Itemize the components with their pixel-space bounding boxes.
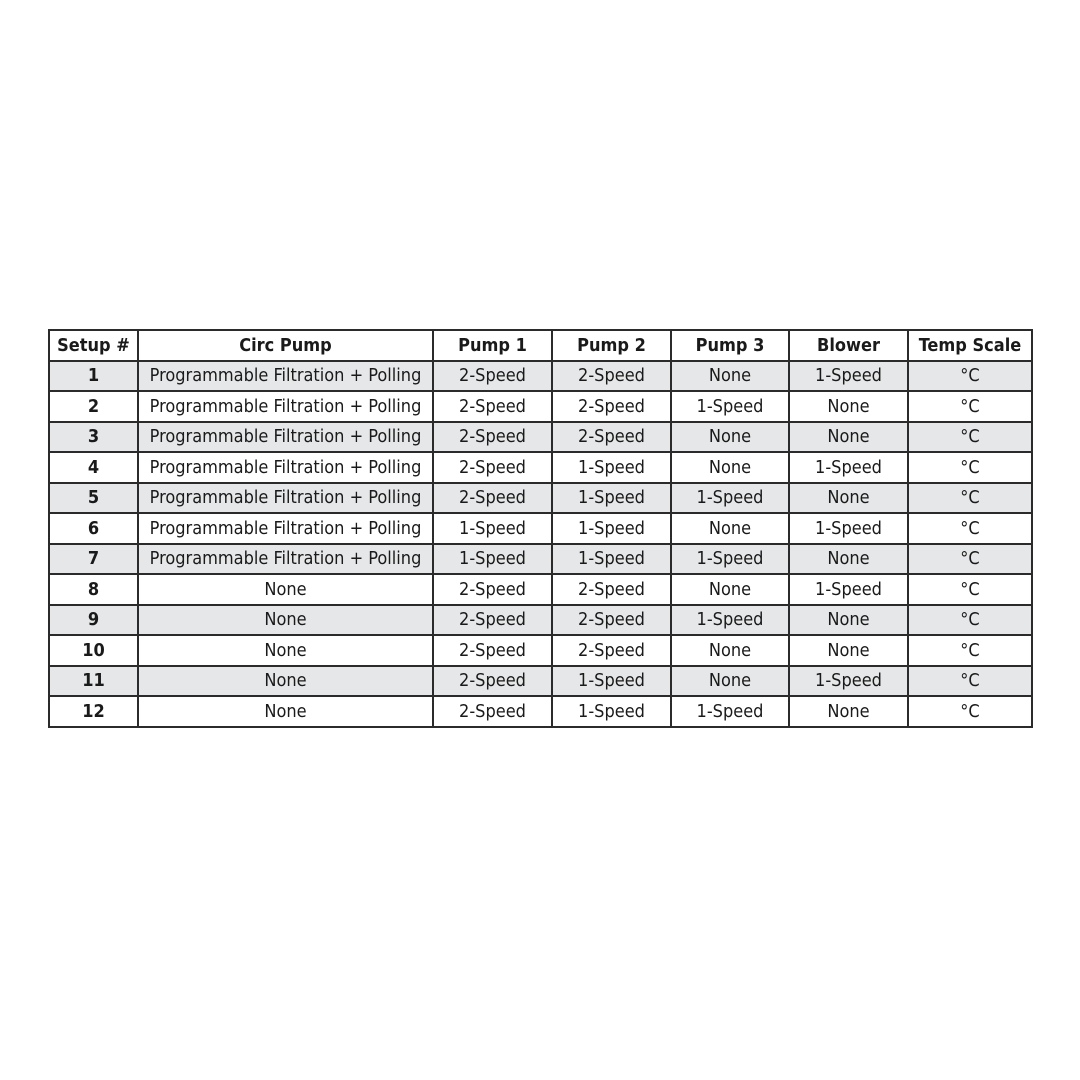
cell-setup-number: 1	[49, 361, 138, 392]
cell-temp-scale: °C	[908, 666, 1032, 697]
table-row	[49, 452, 1032, 483]
cell-pump-2: 2-Speed	[552, 635, 671, 666]
table-header	[49, 330, 1032, 361]
cell-pump-3: 1-Speed	[671, 483, 789, 514]
cell-pump-1: 2-Speed	[433, 605, 552, 636]
table-row	[49, 544, 1032, 575]
cell-setup-number: 2	[49, 391, 138, 422]
cell-blower: None	[789, 635, 908, 666]
cell-setup-number: 4	[49, 452, 138, 483]
cell-pump-2: 2-Speed	[552, 422, 671, 453]
cell-circ-pump: Programmable Filtration + Polling	[138, 452, 433, 483]
cell-pump-2: 2-Speed	[552, 605, 671, 636]
column-header-temp-scale: Temp Scale	[908, 330, 1032, 361]
cell-pump-1: 2-Speed	[433, 391, 552, 422]
cell-pump-1: 2-Speed	[433, 422, 552, 453]
cell-pump-2: 1-Speed	[552, 483, 671, 514]
table-row	[49, 635, 1032, 666]
table-row	[49, 696, 1032, 727]
cell-temp-scale: °C	[908, 361, 1032, 392]
cell-temp-scale: °C	[908, 635, 1032, 666]
cell-circ-pump: Programmable Filtration + Polling	[138, 544, 433, 575]
cell-temp-scale: °C	[908, 452, 1032, 483]
cell-setup-number: 5	[49, 483, 138, 514]
cell-pump-2: 2-Speed	[552, 361, 671, 392]
cell-circ-pump: Programmable Filtration + Polling	[138, 361, 433, 392]
cell-temp-scale: °C	[908, 696, 1032, 727]
header-row	[49, 330, 1032, 361]
cell-blower: None	[789, 391, 908, 422]
cell-blower: 1-Speed	[789, 452, 908, 483]
cell-pump-3: None	[671, 635, 789, 666]
cell-setup-number: 7	[49, 544, 138, 575]
column-header-pump-3: Pump 3	[671, 330, 789, 361]
table-row	[49, 666, 1032, 697]
cell-pump-2: 1-Speed	[552, 544, 671, 575]
cell-circ-pump: Programmable Filtration + Polling	[138, 513, 433, 544]
cell-blower: None	[789, 696, 908, 727]
cell-pump-1: 1-Speed	[433, 544, 552, 575]
cell-pump-1: 2-Speed	[433, 666, 552, 697]
cell-pump-1: 2-Speed	[433, 635, 552, 666]
cell-pump-1: 2-Speed	[433, 452, 552, 483]
cell-pump-2: 2-Speed	[552, 574, 671, 605]
cell-blower: None	[789, 544, 908, 575]
column-header-circ-pump: Circ Pump	[138, 330, 433, 361]
cell-pump-3: None	[671, 422, 789, 453]
cell-pump-3: 1-Speed	[671, 391, 789, 422]
cell-pump-3: None	[671, 666, 789, 697]
cell-temp-scale: °C	[908, 483, 1032, 514]
column-header-pump-2: Pump 2	[552, 330, 671, 361]
cell-setup-number: 9	[49, 605, 138, 636]
setup-table	[48, 329, 1033, 728]
cell-pump-3: 1-Speed	[671, 696, 789, 727]
cell-blower: None	[789, 483, 908, 514]
cell-blower: 1-Speed	[789, 574, 908, 605]
cell-blower: 1-Speed	[789, 361, 908, 392]
cell-pump-1: 2-Speed	[433, 574, 552, 605]
cell-circ-pump: None	[138, 574, 433, 605]
table-row	[49, 513, 1032, 544]
cell-setup-number: 12	[49, 696, 138, 727]
cell-circ-pump: None	[138, 605, 433, 636]
column-header-setup-number: Setup #	[49, 330, 138, 361]
column-header-blower: Blower	[789, 330, 908, 361]
cell-pump-3: None	[671, 452, 789, 483]
table-row	[49, 422, 1032, 453]
cell-circ-pump: None	[138, 635, 433, 666]
cell-pump-3: None	[671, 574, 789, 605]
cell-pump-3: 1-Speed	[671, 605, 789, 636]
table-body	[49, 361, 1032, 727]
cell-temp-scale: °C	[908, 391, 1032, 422]
cell-blower: 1-Speed	[789, 666, 908, 697]
cell-blower: None	[789, 422, 908, 453]
cell-circ-pump: Programmable Filtration + Polling	[138, 483, 433, 514]
cell-temp-scale: °C	[908, 422, 1032, 453]
cell-circ-pump: None	[138, 666, 433, 697]
cell-pump-3: None	[671, 513, 789, 544]
table-row	[49, 391, 1032, 422]
table-row	[49, 361, 1032, 392]
cell-pump-1: 2-Speed	[433, 483, 552, 514]
cell-setup-number: 10	[49, 635, 138, 666]
cell-pump-2: 1-Speed	[552, 666, 671, 697]
cell-temp-scale: °C	[908, 605, 1032, 636]
table-row	[49, 574, 1032, 605]
cell-pump-2: 1-Speed	[552, 696, 671, 727]
cell-pump-1: 1-Speed	[433, 513, 552, 544]
cell-pump-1: 2-Speed	[433, 696, 552, 727]
cell-temp-scale: °C	[908, 513, 1032, 544]
cell-temp-scale: °C	[908, 574, 1032, 605]
cell-pump-2: 1-Speed	[552, 513, 671, 544]
cell-pump-2: 1-Speed	[552, 452, 671, 483]
column-header-pump-1: Pump 1	[433, 330, 552, 361]
cell-setup-number: 3	[49, 422, 138, 453]
cell-blower: None	[789, 605, 908, 636]
cell-pump-2: 2-Speed	[552, 391, 671, 422]
cell-circ-pump: None	[138, 696, 433, 727]
table-row	[49, 605, 1032, 636]
table-row	[49, 483, 1032, 514]
cell-setup-number: 11	[49, 666, 138, 697]
cell-setup-number: 6	[49, 513, 138, 544]
cell-pump-1: 2-Speed	[433, 361, 552, 392]
cell-blower: 1-Speed	[789, 513, 908, 544]
cell-circ-pump: Programmable Filtration + Polling	[138, 422, 433, 453]
cell-temp-scale: °C	[908, 544, 1032, 575]
cell-setup-number: 8	[49, 574, 138, 605]
cell-pump-3: None	[671, 361, 789, 392]
cell-pump-3: 1-Speed	[671, 544, 789, 575]
cell-circ-pump: Programmable Filtration + Polling	[138, 391, 433, 422]
